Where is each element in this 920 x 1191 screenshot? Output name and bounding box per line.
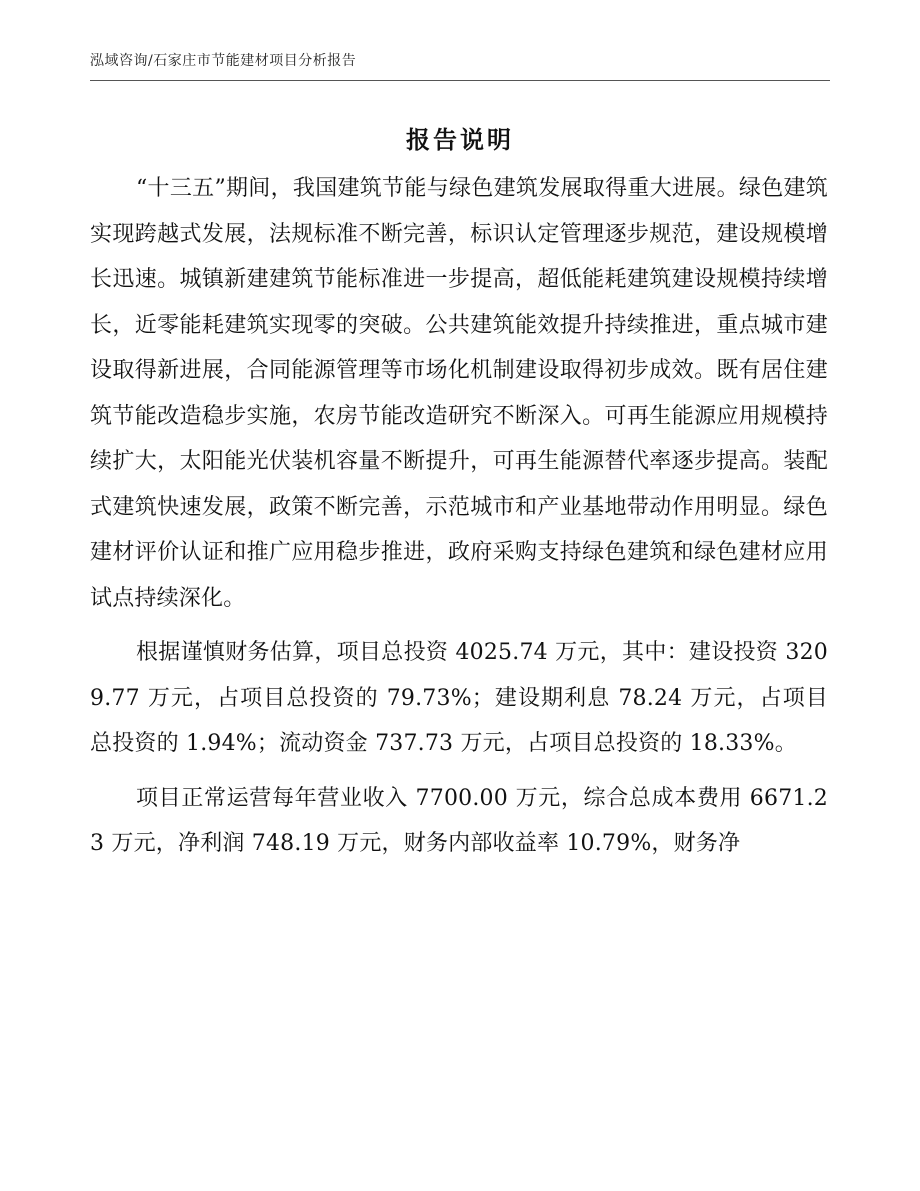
paragraph-operations: 项目正常运营每年营业收入 7700.00 万元，综合总成本费用 6671.23 万元，净利润 748.19 万元，财务内部收益率 10.79%，财务净 xyxy=(90,785,828,856)
header-divider xyxy=(90,80,830,81)
running-header: 泓域咨询/石家庄市节能建材项目分析报告 xyxy=(90,53,357,69)
paragraph-investment: 根据谨慎财务估算，项目总投资 4025.74 万元，其中：建设投资 3209.77 万元，占项目总投资的 79.73%；建设期利息 78.24 万元，占项目总投资的 1.94%；流动资金 737.73 万元，占项目总投资的 18.33%。 xyxy=(90,640,828,756)
paragraph-background: “十三五”期间，我国建筑节能与绿色建筑发展取得重大进展。绿色建筑实现跨越式发展，法规标准不断完善，标识认定管理逐步规范，建设规模增长迅速。城镇新建建筑节能标准进一步提高，超低能耗建筑建设规模持续增长，近零能耗建筑实现零的突破。公共建筑能效提升持续推进，重点城市建设取得新进展，合同能源管理等市场化机制建设取得初步成效。既有居住建筑节能改造稳步实施，农房节能改造研究不断深入。可再生能源应用规模持续扩大，太阳能光伏装机容量不断提升，可再生能源替代率逐步提高。装配式建筑快速发展，政策不断完善，示范城市和产业基地带动作用明显。绿色建材评价认证和推广应用稳步推进，政府采购支持绿色建筑和绿色建材应用试点持续深化。 xyxy=(90,176,828,611)
page-title: 报告说明 xyxy=(406,126,514,154)
document-body xyxy=(90,166,828,876)
